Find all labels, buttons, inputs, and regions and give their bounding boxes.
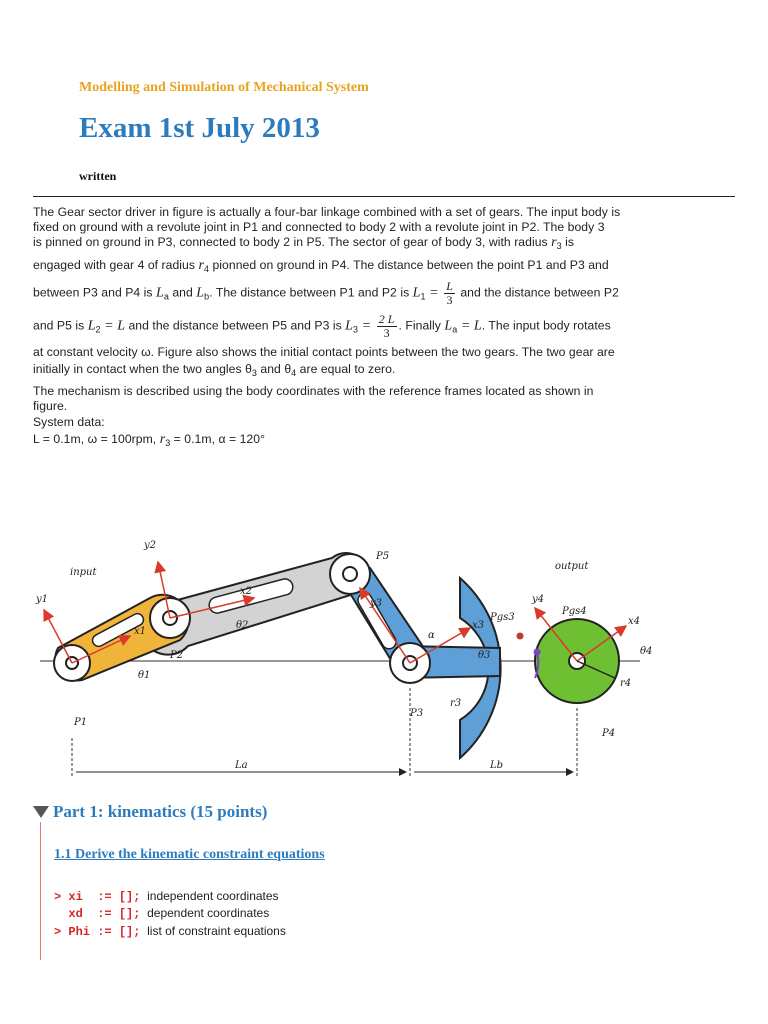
fraction-l-over-3: $\frac{L}{3}$: [446, 279, 453, 307]
problem-line-8: initially in contact when the two angles $\theta_3$ and $\theta_4$ are equal to zero.: [33, 362, 396, 378]
header-divider: [33, 196, 735, 197]
code-line-phi[interactable]: > Phi := []; list of constraint equations: [54, 924, 286, 939]
label-theta3: θ3: [478, 650, 491, 661]
label-theta1: θ1: [138, 670, 151, 681]
collapse-toggle-icon[interactable]: [33, 806, 49, 818]
label-input: input: [70, 567, 97, 578]
label-la: La: [235, 760, 248, 771]
problem-line-9: The mechanism is described using the body coordinates with the reference frames located as shown in: [33, 384, 594, 398]
problem-line-7: at constant velocity ω. Figure also shows the initial contact points between the two gears. The two gear are: [33, 345, 615, 359]
code-line-xd[interactable]: xd := []; dependent coordinates: [68, 906, 270, 921]
problem-line-4: engaged with gear 4 of radius $r_4$ pionned on ground in P4. The distance between the point P1 and P3 and: [33, 258, 609, 274]
document-title: Exam 1st July 2013: [79, 112, 320, 144]
label-theta2: θ2: [236, 620, 249, 631]
label-pgs3: Pgs3: [490, 612, 515, 623]
label-x4: x4: [628, 616, 641, 627]
label-p2: P2: [170, 650, 184, 661]
problem-line-3: is pinned on ground in P3, connected to body 2 in P5. The sector of gear of body 3, with radius $r_3$ is: [33, 235, 575, 251]
label-p3: P3: [410, 708, 424, 719]
problem-line-1: The Gear sector driver in figure is actually a four-bar linkage combined with a set of gears. The input body is: [33, 205, 621, 219]
label-output: output: [555, 561, 589, 572]
label-y2: y2: [144, 540, 157, 551]
label-y3: y3: [370, 598, 383, 609]
fraction-2l-over-3: $\frac{2 L}{3}$: [378, 312, 395, 340]
code-line-xi[interactable]: > xi := []; independent coordinates: [54, 889, 279, 904]
system-data-label: System data:: [33, 415, 105, 429]
label-x3: x3: [472, 620, 485, 631]
problem-line-6: and P5 is $L_2 = L$ and the distance between P5 and P3 is $L_3$ = $\frac{2 L}{3}$ . Finally $L_a = L$. The input body rotates: [33, 312, 611, 340]
part-1-heading: Part 1: kinematics (15 points): [53, 802, 268, 821]
label-r3: r3: [450, 698, 462, 709]
contact-pgs3: [517, 633, 524, 640]
problem-line-2: fixed on ground with a revolute joint in P1 and connected to body 2 with a revolute joint in P2. The body 3: [33, 220, 605, 234]
label-x2: x2: [240, 586, 253, 597]
section-bracket: [40, 822, 41, 960]
label-p4: P4: [602, 728, 616, 739]
subsection-1-1-heading: 1.1 Derive the kinematic constraint equations: [54, 847, 325, 862]
label-x1: x1: [134, 626, 147, 637]
system-data-values: L = 0.1m, ω = 100rpm, $r_3 = 0.1m$, α = 120°: [33, 432, 265, 448]
mechanism-figure: [30, 528, 670, 786]
problem-line-10: figure.: [33, 399, 68, 413]
label-lb: Lb: [490, 760, 504, 771]
label-alpha: α: [428, 630, 435, 641]
document-subtitle: Modelling and Simulation of Mechanical System: [79, 80, 369, 95]
label-pgs4: Pgs4: [562, 606, 587, 617]
label-y4: y4: [532, 594, 545, 605]
label-p1: P1: [74, 717, 88, 728]
label-y1: y1: [36, 594, 49, 605]
label-p5: P5: [376, 551, 390, 562]
label-r4: r4: [620, 678, 632, 689]
problem-line-5: between P3 and P4 is $L_a$ and $L_b$. The distance between P1 and P2 is $L_1$ = $\frac{L}{3}$ and the distance between P2: [33, 279, 619, 307]
label-theta4: θ4: [640, 646, 653, 657]
written-label: written: [79, 169, 117, 183]
